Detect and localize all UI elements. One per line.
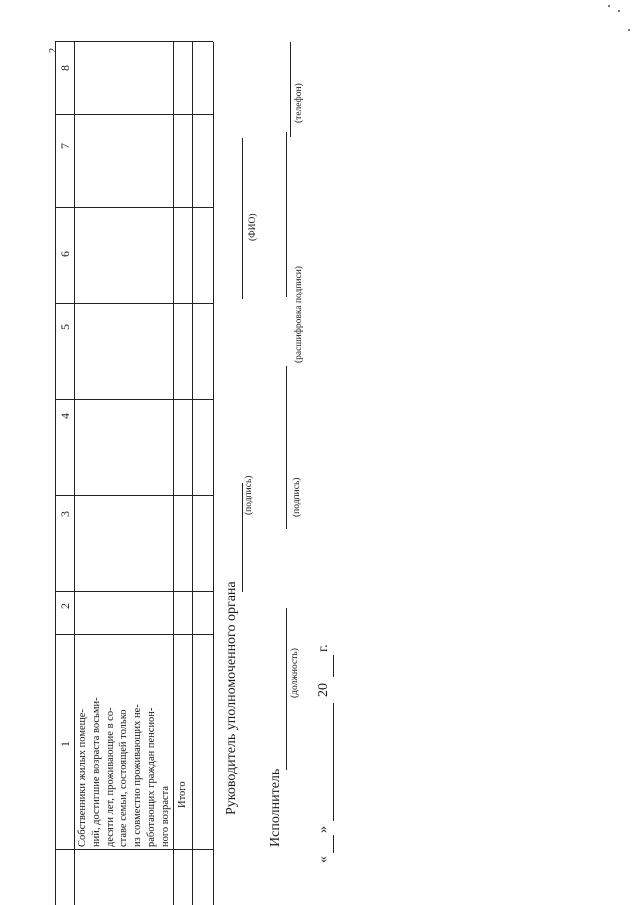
table-row-rule	[173, 42, 174, 905]
col-divider-4-5	[55, 399, 213, 400]
scan-speck	[608, 5, 610, 7]
table-total-rule	[192, 42, 193, 905]
col-divider-2-3	[55, 591, 213, 592]
col-divider-5-6	[55, 303, 213, 304]
scan-speck	[618, 10, 620, 12]
description-line: ний, достигшие возраста восьми-	[90, 697, 102, 847]
header-cell-1: 1	[58, 741, 72, 747]
header-cell-4: 4	[58, 413, 72, 419]
col-divider-7-8	[55, 114, 213, 115]
scan-speck	[628, 29, 630, 31]
description-line: ставе семьи, состоящей только	[118, 709, 130, 847]
position-caption: (должность)	[290, 648, 300, 698]
head-signature-line	[242, 483, 243, 592]
description-line: десяти лет, проживающие в со-	[104, 707, 116, 847]
date-open-quote: «	[316, 856, 331, 863]
header-cell-3: 3	[58, 511, 72, 517]
header-cell-5: 5	[58, 324, 72, 330]
executor-signature-line	[286, 366, 287, 529]
executor-signature-caption: (подпись)	[292, 477, 302, 517]
head-name-line	[242, 138, 243, 299]
executor-label: Исполнитель	[268, 768, 283, 847]
table-border-bottom	[213, 42, 214, 905]
col-divider-6-7	[55, 207, 213, 208]
table-edge-right	[55, 41, 213, 42]
table-header-rule	[74, 42, 75, 905]
executor-position-line	[286, 608, 287, 770]
table-border-top	[55, 42, 56, 905]
date-month-line	[333, 703, 334, 821]
header-cell-6: 6	[58, 251, 72, 257]
date-year-line	[333, 655, 334, 677]
row-owners-description	[76, 639, 173, 847]
header-cell-8: 8	[58, 65, 72, 71]
executor-transcript-line	[286, 132, 287, 297]
date-close-quote: »	[316, 826, 331, 833]
executor-phone-line	[290, 42, 291, 137]
page-number: 2	[48, 48, 59, 53]
total-row-label: Итого	[177, 781, 188, 808]
description-line: из совместно проживающих не-	[132, 704, 144, 847]
description-line: ного возраста	[159, 785, 171, 847]
description-line: работающих граждан пенсион-	[145, 707, 157, 847]
head-of-authority-label: Руководитель уполномоченного органа	[224, 581, 239, 815]
phone-caption: (телефон)	[294, 83, 304, 123]
header-cell-2: 2	[58, 603, 72, 609]
head-signature-caption: (подпись)	[244, 475, 254, 515]
date-year-prefix: 20	[316, 683, 331, 697]
transcript-caption: (расшифровка подписи)	[294, 266, 304, 363]
head-name-caption: (ФИО)	[248, 213, 258, 241]
col-divider-3-4	[55, 495, 213, 496]
header-cell-7: 7	[58, 143, 72, 149]
description-line: Собственники жилых помеще-	[77, 709, 88, 847]
table-edge-left	[55, 849, 213, 850]
date-year-suffix: г.	[316, 644, 331, 652]
col-divider-1-2	[55, 634, 213, 635]
date-day-line	[333, 835, 334, 853]
